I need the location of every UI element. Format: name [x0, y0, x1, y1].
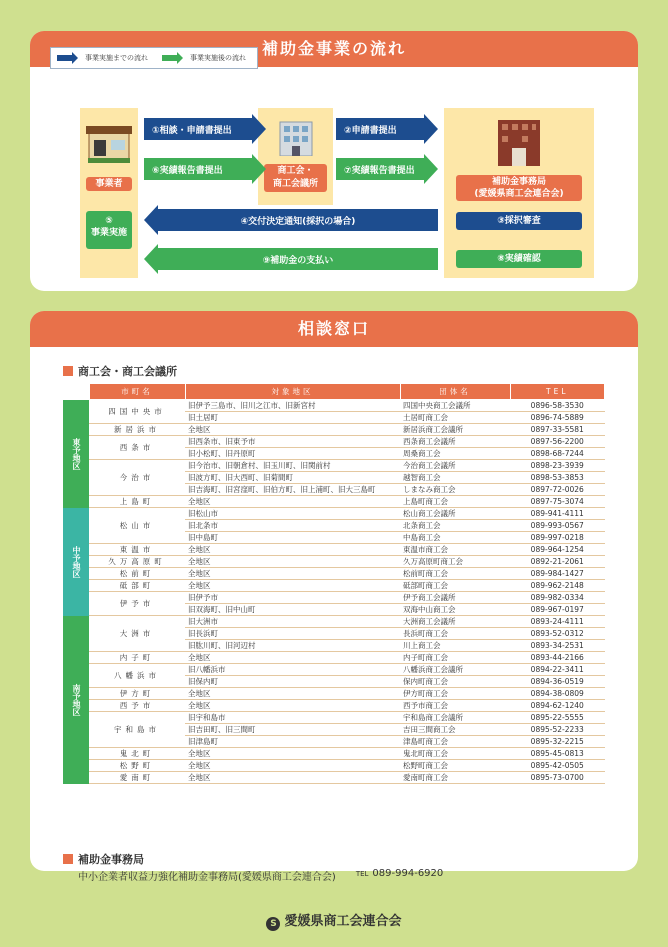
tel-cell: 0893-24-4111: [510, 616, 605, 628]
org-cell: 土居町商工会: [400, 412, 510, 424]
city-cell: 西予市: [89, 700, 185, 712]
arrow-7-label: ⑦実績報告書提出: [344, 165, 415, 176]
area-cell: 全地区: [185, 748, 400, 760]
th-org: 団体名: [400, 384, 510, 400]
org-cell: 伊方町商工会: [400, 688, 510, 700]
tel-cell: 0897-33-5581: [510, 424, 605, 436]
tel-cell: 0898-68-7244: [510, 448, 605, 460]
table-row: [63, 496, 605, 508]
tel-cell: 0897-56-2200: [510, 436, 605, 448]
office-info: [78, 868, 443, 883]
city-cell: 久万高原町: [89, 556, 185, 568]
section-office-label: 補助金事務局: [78, 853, 144, 866]
org-cell: 津島町商工会: [400, 736, 510, 748]
org-cell: 松山商工会議所: [400, 508, 510, 520]
tel-cell: 0894-36-0519: [510, 676, 605, 688]
office-label: 補助金事務局 (愛媛県商工会連合会): [456, 175, 582, 201]
city-cell: 今治市: [89, 460, 185, 496]
tel-cell: 0897-75-3074: [510, 496, 605, 508]
area-cell: 旧今治市、旧朝倉村、旧玉川町、旧関前村: [185, 460, 400, 472]
city-cell: 大洲市: [89, 616, 185, 652]
arrow-2: [336, 118, 424, 140]
table-row: [63, 424, 605, 436]
city-cell: 内子町: [89, 652, 185, 664]
table-row: [63, 568, 605, 580]
org-cell: 西条商工会議所: [400, 436, 510, 448]
table-corner: [63, 384, 89, 400]
table-row: [63, 436, 605, 448]
contact-title: 相談窓口: [30, 311, 638, 347]
area-cell: 旧双海町、旧中山町: [185, 604, 400, 616]
tel-cell: 089-941-4111: [510, 508, 605, 520]
green-arrow-icon: [162, 55, 178, 61]
table-body: [63, 400, 605, 784]
city-cell: 松野町: [89, 760, 185, 772]
org-cell: 内子町商工会: [400, 652, 510, 664]
office-name: 中小企業者収益力強化補助金事務局(愛媛県商工会連合会): [78, 872, 336, 883]
org-cell: 保内町商工会: [400, 676, 510, 688]
legend-blue-label: 事業実施までの流れ: [85, 54, 148, 62]
arrow-9-label: ⑨補助金の支払い: [262, 255, 334, 266]
city-cell: 砥部町: [89, 580, 185, 592]
building-icon: [276, 116, 316, 156]
org-cell: 吉田三間商工会: [400, 724, 510, 736]
table-row: [63, 508, 605, 520]
area-cell: 旧伊予三島市、旧川之江市、旧新宮村: [185, 400, 400, 412]
area-cell: 旧八幡浜市: [185, 664, 400, 676]
section-office: [63, 851, 144, 867]
org-cell: 大洲商工会議所: [400, 616, 510, 628]
tel-cell: 089-997-0218: [510, 532, 605, 544]
table-row: [63, 616, 605, 628]
office-tel-label: TEL: [355, 870, 369, 878]
tel-cell: 089-993-0567: [510, 520, 605, 532]
arrow-9: [158, 248, 438, 270]
area-cell: 旧小松町、旧丹原町: [185, 448, 400, 460]
th-area: 対象地区: [185, 384, 400, 400]
square-bullet-icon: [63, 366, 73, 376]
federation-logo-icon: S: [266, 917, 280, 931]
city-cell: 新居浜市: [89, 424, 185, 436]
org-cell: 伊予商工会議所: [400, 592, 510, 604]
chamber-box: [258, 108, 333, 205]
shop-icon: [86, 122, 132, 164]
tel-cell: 0893-44-2166: [510, 652, 605, 664]
tel-cell: 0894-38-0809: [510, 688, 605, 700]
area-cell: 旧吉田町、旧三間町: [185, 724, 400, 736]
area-cell: 旧保内町: [185, 676, 400, 688]
tel-cell: 089-984-1427: [510, 568, 605, 580]
org-cell: 松野町商工会: [400, 760, 510, 772]
footer-label: 愛媛県商工会連合会: [284, 914, 402, 929]
org-cell: 久万高原町商工会: [400, 556, 510, 568]
tel-cell: 0895-42-0505: [510, 760, 605, 772]
area-cell: 全地区: [185, 772, 400, 784]
area-cell: 全地区: [185, 760, 400, 772]
office-building-icon: [496, 116, 542, 166]
tel-cell: 0892-21-2061: [510, 556, 605, 568]
office-box: [444, 108, 594, 278]
arrow-6-label: ⑥実績報告書提出: [152, 165, 223, 176]
city-cell: 西条市: [89, 436, 185, 460]
arrow-4-label: ④交付決定通知(採択の場合): [240, 216, 356, 227]
tel-cell: 089-982-0334: [510, 592, 605, 604]
region-cell-east: 東予地区: [63, 400, 89, 508]
chamber-label: 商工会・ 商工会議所: [264, 164, 327, 192]
flow-legend: [50, 47, 258, 69]
office-tel-wrap: [356, 868, 443, 883]
area-cell: 全地区: [185, 424, 400, 436]
area-cell: 全地区: [185, 556, 400, 568]
table-row: [63, 760, 605, 772]
area-cell: 旧中島町: [185, 532, 400, 544]
tel-cell: 0894-62-1240: [510, 700, 605, 712]
tel-cell: 089-967-0197: [510, 604, 605, 616]
tel-cell: 089-962-2148: [510, 580, 605, 592]
tel-cell: 0893-52-0312: [510, 628, 605, 640]
table-row: [63, 556, 605, 568]
table-row: [63, 460, 605, 472]
area-cell: 旧土居町: [185, 412, 400, 424]
tel-cell: 0895-52-2233: [510, 724, 605, 736]
area-cell: 旧肱川町、旧河辺村: [185, 640, 400, 652]
tel-cell: 0895-73-0700: [510, 772, 605, 784]
tel-cell: 0894-22-3411: [510, 664, 605, 676]
execute-label: ⑤ 事業実施: [86, 211, 132, 249]
square-bullet-icon: [63, 854, 73, 864]
area-cell: 全地区: [185, 496, 400, 508]
org-cell: 中島商工会: [400, 532, 510, 544]
area-cell: 旧伊予市: [185, 592, 400, 604]
area-cell: 旧長浜町: [185, 628, 400, 640]
org-cell: 八幡浜商工会議所: [400, 664, 510, 676]
org-cell: 鬼北町商工会: [400, 748, 510, 760]
tel-cell: 0893-34-2531: [510, 640, 605, 652]
region-cell-mid: 中予地区: [63, 508, 89, 616]
org-cell: 双海中山商工会: [400, 604, 510, 616]
area-cell: 全地区: [185, 700, 400, 712]
city-cell: 伊予市: [89, 592, 185, 616]
org-cell: 越智商工会: [400, 472, 510, 484]
table-row: [63, 772, 605, 784]
org-cell: 四国中央商工会議所: [400, 400, 510, 412]
area-cell: 全地区: [185, 652, 400, 664]
org-cell: 長浜町商工会: [400, 628, 510, 640]
blue-arrow-icon: [57, 55, 73, 61]
area-cell: 旧北条市: [185, 520, 400, 532]
org-cell: 愛南町商工会: [400, 772, 510, 784]
org-cell: 北条商工会: [400, 520, 510, 532]
city-cell: 八幡浜市: [89, 664, 185, 688]
region-cell-south: 南予地区: [63, 616, 89, 784]
flow-title: 補助金事業の流れ: [30, 31, 638, 67]
org-cell: 西予市商工会: [400, 700, 510, 712]
city-cell: 愛南町: [89, 772, 185, 784]
city-cell: 伊方町: [89, 688, 185, 700]
table-header-row: [63, 384, 605, 400]
section-chamber-label: 商工会・商工会議所: [78, 365, 177, 378]
arrow-2-label: ②申請書提出: [344, 125, 397, 136]
arrow-1-label: ①相談・申請書提出: [152, 125, 232, 136]
area-cell: 旧大洲市: [185, 616, 400, 628]
th-tel: TEL: [510, 384, 605, 400]
tel-cell: 089-964-1254: [510, 544, 605, 556]
table-row: [63, 652, 605, 664]
tel-cell: 0895-32-2215: [510, 736, 605, 748]
org-cell: しまなみ商工会: [400, 484, 510, 496]
city-cell: 鬼北町: [89, 748, 185, 760]
legend-green-label: 事業実施後の流れ: [190, 54, 246, 62]
area-cell: 旧松山市: [185, 508, 400, 520]
tel-cell: 0895-22-5555: [510, 712, 605, 724]
section-chamber: [63, 363, 177, 379]
tel-cell: 0896-58-3530: [510, 400, 605, 412]
area-cell: 旧津島町: [185, 736, 400, 748]
city-cell: 松前町: [89, 568, 185, 580]
table-row: [63, 580, 605, 592]
org-cell: 今治商工会議所: [400, 460, 510, 472]
org-cell: 川上商工会: [400, 640, 510, 652]
area-cell: 旧西条市、旧東予市: [185, 436, 400, 448]
footer: [0, 910, 668, 931]
tel-cell: 0896-74-5889: [510, 412, 605, 424]
arrow-4: [158, 209, 438, 231]
area-cell: 全地区: [185, 688, 400, 700]
area-cell: 全地区: [185, 580, 400, 592]
arrow-7: [336, 158, 424, 180]
confirm-label: ⑧実績確認: [456, 250, 582, 268]
office-tel: 089-994-6920: [372, 868, 444, 879]
org-cell: 周桑商工会: [400, 448, 510, 460]
arrow-6: [144, 158, 252, 180]
review-label: ③採択審査: [456, 212, 582, 230]
area-cell: 旧宇和島市: [185, 712, 400, 724]
table-row: [63, 712, 605, 724]
table-row: [63, 748, 605, 760]
tel-cell: 0898-23-3939: [510, 460, 605, 472]
contact-table: [63, 383, 605, 784]
area-cell: 旧波方町、旧大西町、旧菊間町: [185, 472, 400, 484]
org-cell: 上島町商工会: [400, 496, 510, 508]
tel-cell: 0895-45-0813: [510, 748, 605, 760]
table-row: [63, 664, 605, 676]
city-cell: 松山市: [89, 508, 185, 544]
table-row: [63, 700, 605, 712]
org-cell: 砥部町商工会: [400, 580, 510, 592]
table-row: [63, 400, 605, 412]
tel-cell: 0898-53-3853: [510, 472, 605, 484]
area-cell: 旧吉海町、旧宮窪町、旧伯方町、旧上浦町、旧大三島町: [185, 484, 400, 496]
table-row: [63, 592, 605, 604]
area-cell: 全地区: [185, 568, 400, 580]
city-cell: 宇和島市: [89, 712, 185, 748]
table-row: [63, 688, 605, 700]
city-cell: 上島町: [89, 496, 185, 508]
business-label: 事業者: [86, 177, 132, 191]
business-box: [80, 108, 138, 278]
org-cell: 新居浜商工会議所: [400, 424, 510, 436]
area-cell: 全地区: [185, 544, 400, 556]
arrow-1: [144, 118, 252, 140]
th-city: 市町名: [89, 384, 185, 400]
city-cell: 東温市: [89, 544, 185, 556]
city-cell: 四国中央市: [89, 400, 185, 424]
org-cell: 東温市商工会: [400, 544, 510, 556]
org-cell: 松前町商工会: [400, 568, 510, 580]
org-cell: 宇和島商工会議所: [400, 712, 510, 724]
table-row: [63, 544, 605, 556]
tel-cell: 0897-72-0026: [510, 484, 605, 496]
